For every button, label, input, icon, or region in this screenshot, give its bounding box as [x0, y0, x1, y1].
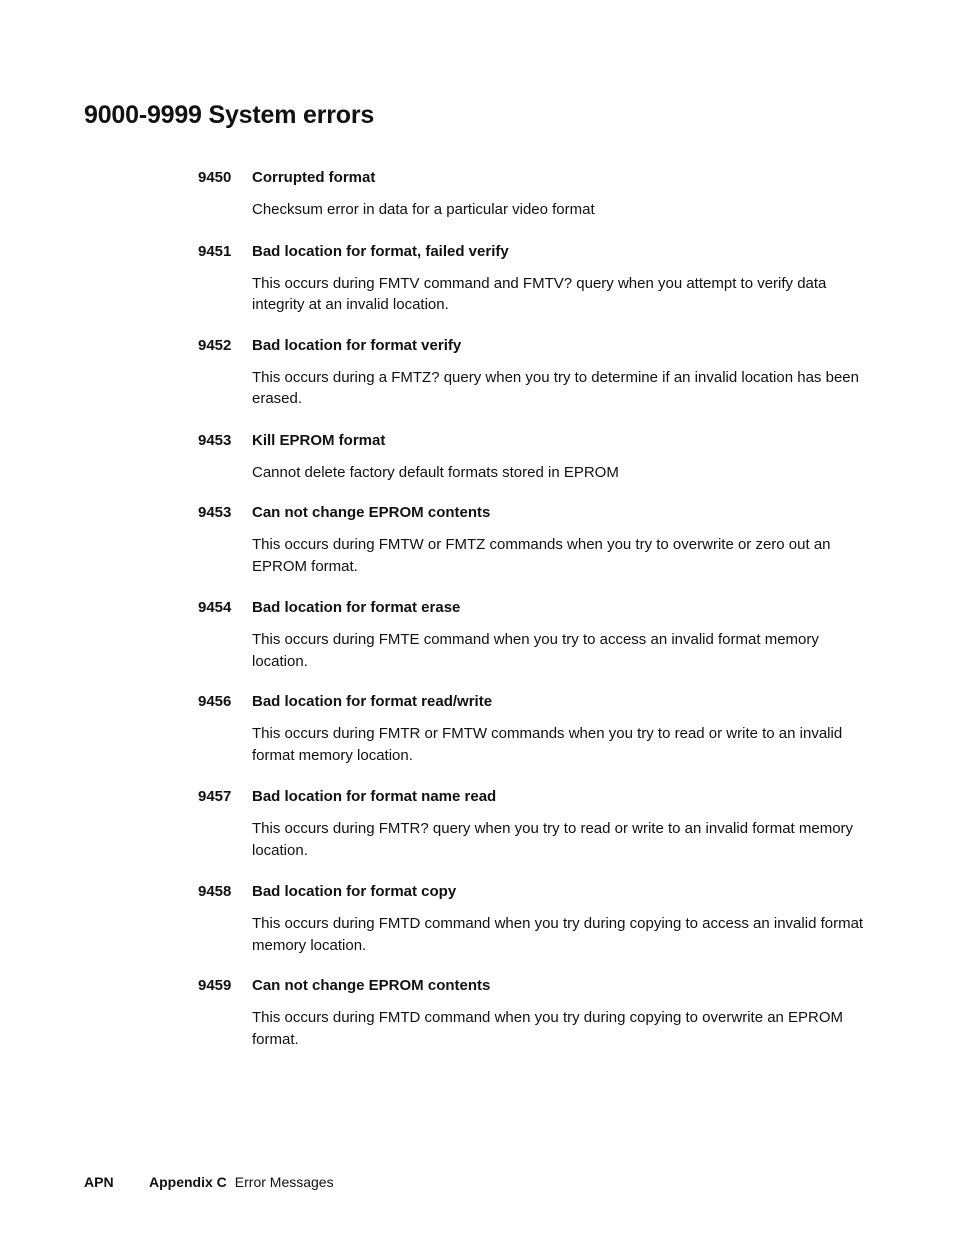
error-title: Can not change EPROM contents — [252, 504, 491, 521]
error-title: Bad location for format read/write — [252, 693, 493, 710]
error-entry-header — [198, 882, 878, 901]
page-title: 9000-9999 System errors — [84, 101, 375, 129]
error-entry — [198, 336, 878, 410]
error-entry-header — [198, 242, 878, 261]
error-code: 9451 — [198, 242, 232, 260]
error-description: This occurs during a FMTZ? query when you try to determine if an invalid location has been erased. — [252, 368, 859, 407]
error-title: Bad location for format name read — [252, 788, 497, 805]
error-entry — [198, 242, 878, 316]
footer-section-title: Error Messages — [234, 1174, 334, 1190]
error-title: Kill EPROM format — [252, 431, 386, 449]
error-title: Can not change EPROM contents — [252, 977, 491, 994]
error-entry-header — [198, 168, 878, 187]
error-entry — [198, 168, 878, 221]
error-title: Bad location for format copy — [252, 883, 457, 900]
error-code: 9454 — [198, 599, 232, 616]
error-description: Cannot delete factory default formats stored in EPROM — [252, 463, 619, 481]
error-code: 9450 — [198, 169, 232, 186]
error-code: 9459 — [198, 977, 232, 994]
error-code: 9453 — [198, 504, 232, 521]
error-description: Checksum error in data for a particular video format — [252, 201, 595, 218]
error-title: Bad location for format erase — [252, 599, 461, 616]
error-description: This occurs during FMTR or FMTW commands when you try to read or write to an invalid format memory location. — [252, 725, 843, 764]
page-footer — [84, 1173, 334, 1191]
error-title: Bad location for format, failed verify — [252, 242, 509, 260]
error-description: This occurs during FMTR? query when you try to read or write to an invalid format memory location. — [252, 820, 854, 859]
error-entry-header — [198, 503, 878, 522]
error-entry — [198, 503, 878, 577]
error-entry-header — [198, 336, 878, 355]
error-code: 9456 — [198, 693, 232, 710]
error-list — [198, 168, 878, 1050]
error-entry — [198, 882, 878, 956]
error-title: Bad location for format verify — [252, 336, 462, 354]
footer-page-number: APN — [84, 1174, 114, 1190]
error-description: This occurs during FMTD command when you try during copying to overwrite an EPROM format. — [252, 1009, 844, 1048]
error-entry-header — [198, 976, 878, 995]
error-entry-header — [198, 787, 878, 806]
error-description: This occurs during FMTE command when you try to access an invalid format memory location. — [252, 631, 819, 670]
error-code: 9458 — [198, 883, 232, 900]
error-entry — [198, 692, 878, 766]
error-entry — [198, 787, 878, 861]
error-code: 9457 — [198, 788, 232, 805]
error-code: 9453 — [198, 431, 232, 449]
error-description: This occurs during FMTD command when you try during copying to access an invalid format memory location. — [252, 915, 864, 954]
error-entry — [198, 431, 878, 484]
error-entry-header — [198, 692, 878, 711]
error-entry-header — [198, 431, 878, 450]
error-code: 9452 — [198, 336, 232, 354]
error-title: Corrupted format — [252, 169, 376, 186]
error-entry-header — [198, 598, 878, 617]
error-description: This occurs during FMTV command and FMTV? query when you attempt to verify data integrity at an invalid location. — [252, 274, 827, 313]
footer-appendix-label: Appendix C — [149, 1174, 227, 1190]
error-entry — [198, 976, 878, 1050]
error-entry — [198, 598, 878, 672]
error-description: This occurs during FMTW or FMTZ commands when you try to overwrite or zero out an EPROM format. — [252, 536, 831, 575]
